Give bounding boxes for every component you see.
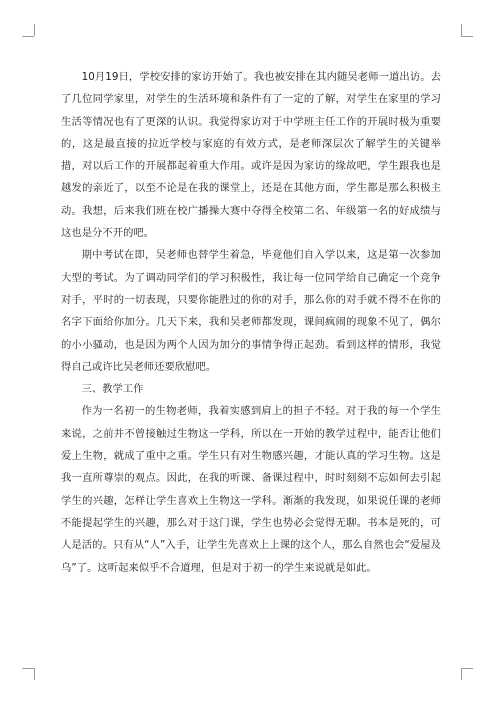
crop-mark-bottom-right-v <box>461 668 462 680</box>
crop-mark-bottom-left-v <box>34 668 35 680</box>
crop-mark-top-left-v <box>34 24 35 36</box>
crop-mark-top-left-h <box>22 36 34 37</box>
document-body <box>61 66 441 579</box>
section-heading-teaching-work: 三、教学工作 <box>81 383 144 396</box>
paragraph-midterm-exam: 期中考试在即，吴老师也替学生着急，毕竟他们自入学以来，这是第一次参加大型的考试。为了调动同学们的学习积极性，我让每一位同学给自己确定一个竞争对手，平时的一切表现，只要你能胜过的你的对手，那么你的对手就不得不在你的名字下面给你加分。几天下来，我和吴老师都发现，课间疯闹的现象不见了，偶尔的小小骚动，也是因为两个人因为加分的事情争得正起劲。看到这样的情形，我觉得自己或许比吴老师还要欣慰吧。 <box>61 249 441 373</box>
paragraph-home-visit: 10月19日，学校安排的家访开始了。我也被安排在其内随吴老师一道出访。去了几位同学家里，对学生的生活环境和条件有了一定的了解，对学生在家里的学习生活等情况也有了更深的认识。我觉得家访对于中学班主任工作的开展时极为重要的，这是最直接的拉近学校与家庭的有效方式，是老师深层次了解学生的关键举措，对以后工作的开展都起着重大作用。或许是因为家访的缘故吧，学生跟我也是越发的亲近了，以至不论是在我的课堂上，还是在其他方面，学生都是那么积极主动。我想，后来我们班在校广播操大赛中夺得全校第二名、年级第一名的好成绩与这也是分不开的吧。 <box>61 71 441 240</box>
crop-mark-top-right-v <box>461 24 462 36</box>
paragraph-biology-teaching: 作为一名初一的生物老师，我着实感到肩上的担子不轻。对于我的每一个学生来说，之前并不曾接触过生物这一学科，所以在一开始的教学过程中，能否让他们爱上生物，就成了重中之重。学生只有对生物感兴趣，才能认真的学习生物。这是我一直所尊崇的观点。因此，在我的听课、备课过程中，时时刻刻不忘如何去引起学生的兴趣，怎样让学生喜欢上生物这一学科。渐渐的我发现，如果说任课的老师不能提起学生的兴趣，那么对于这门课，学生也势必会觉得无聊。书本是死的，可人是活的。只有从“人”入手，让学生先喜欢上上课的这个人，那么自然也会“爱屋及乌”了。这听起来似乎不合道理，但是对于初一的学生来说就是如此。 <box>61 405 441 574</box>
crop-mark-bottom-left-h <box>22 668 34 669</box>
crop-mark-top-right-h <box>461 36 473 37</box>
crop-mark-bottom-right-h <box>461 668 473 669</box>
